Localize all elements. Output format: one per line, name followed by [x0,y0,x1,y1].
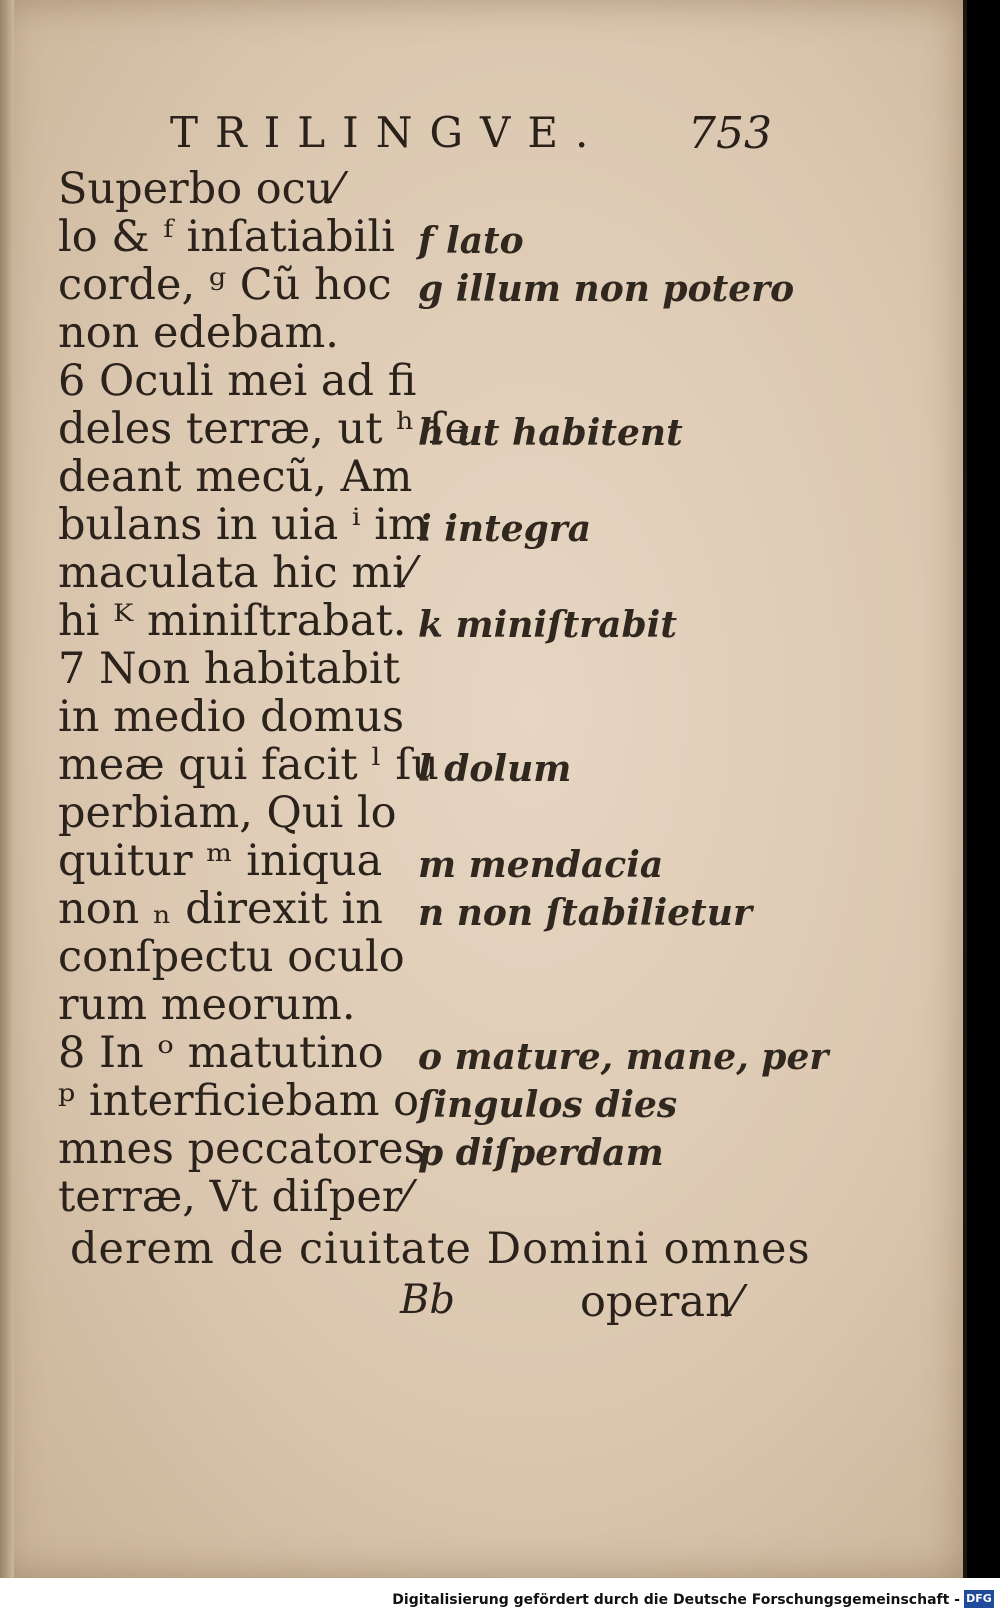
text-line: maculata hic mi⁄ [58,548,414,598]
text-line: terræ, Vt diſper⁄ [58,1172,410,1222]
page-gutter-edge [0,0,14,1578]
dfg-logo: DFG [964,1590,994,1608]
text-line: ᵖ interficiebam o [58,1076,420,1126]
gloss-line: ſingulos dies [418,1084,678,1126]
gloss-line: f lato [418,220,524,262]
text-line: conſpectu oculo [58,932,405,982]
text-line: 7 Non habitabit [58,644,400,694]
text-line: non ₙ direxit in [58,884,383,934]
gloss-line: h ut habitent [418,412,683,454]
text-line: deant mecũ, Am [58,452,413,502]
text-line: lo & ᶠ inſatiabili [58,212,395,262]
gloss-line: g illum non potero [418,268,795,310]
text-line: 8 In ᵒ matutino [58,1028,384,1078]
text-line: bulans in uia ⁱ im [58,500,429,550]
catchword: operan⁄ [580,1277,740,1327]
gloss-line: o mature, mane, per [418,1036,829,1078]
text-line: quitur ᵐ iniqua [58,836,383,886]
gloss-line: k miniſtrabit [418,604,677,646]
full-width-line: derem de ciuitate Domini omnes [70,1224,811,1274]
digitization-footer [0,1578,1000,1622]
text-line: hi ᴷ miniſtrabat. [58,596,407,646]
gloss-line: p diſperdam [418,1132,664,1174]
text-line: in medio domus [58,692,405,742]
footer-credit: Digitalisierung gefördert durch die Deutsche Forschungsgemeinschaft - [392,1592,960,1608]
text-line: Superbo ocu⁄ [58,164,341,214]
page-header [0,108,963,168]
running-title: TRILINGVE. [170,108,606,157]
text-line: deles terræ, ut ʰ ſe [58,404,470,454]
text-line: perbiam, Qui lo [58,788,397,838]
gloss-line: i integra [418,508,592,550]
text-line: rum meorum. [58,980,356,1030]
text-line: meæ qui facit ˡ ſu [58,740,439,790]
text-line: mnes peccatores [58,1124,426,1174]
text-line: non edebam. [58,308,339,358]
gloss-line: m mendacia [418,844,664,886]
signature-mark: Bb [400,1277,455,1323]
text-line: 6 Oculi mei ad fi [58,356,417,406]
gloss-line: n non ſtabilietur [418,892,752,934]
gloss-line: l dolum [418,748,572,790]
text-line: corde, ᵍ Cũ hoc [58,260,392,310]
page-number: 753 [688,108,772,159]
